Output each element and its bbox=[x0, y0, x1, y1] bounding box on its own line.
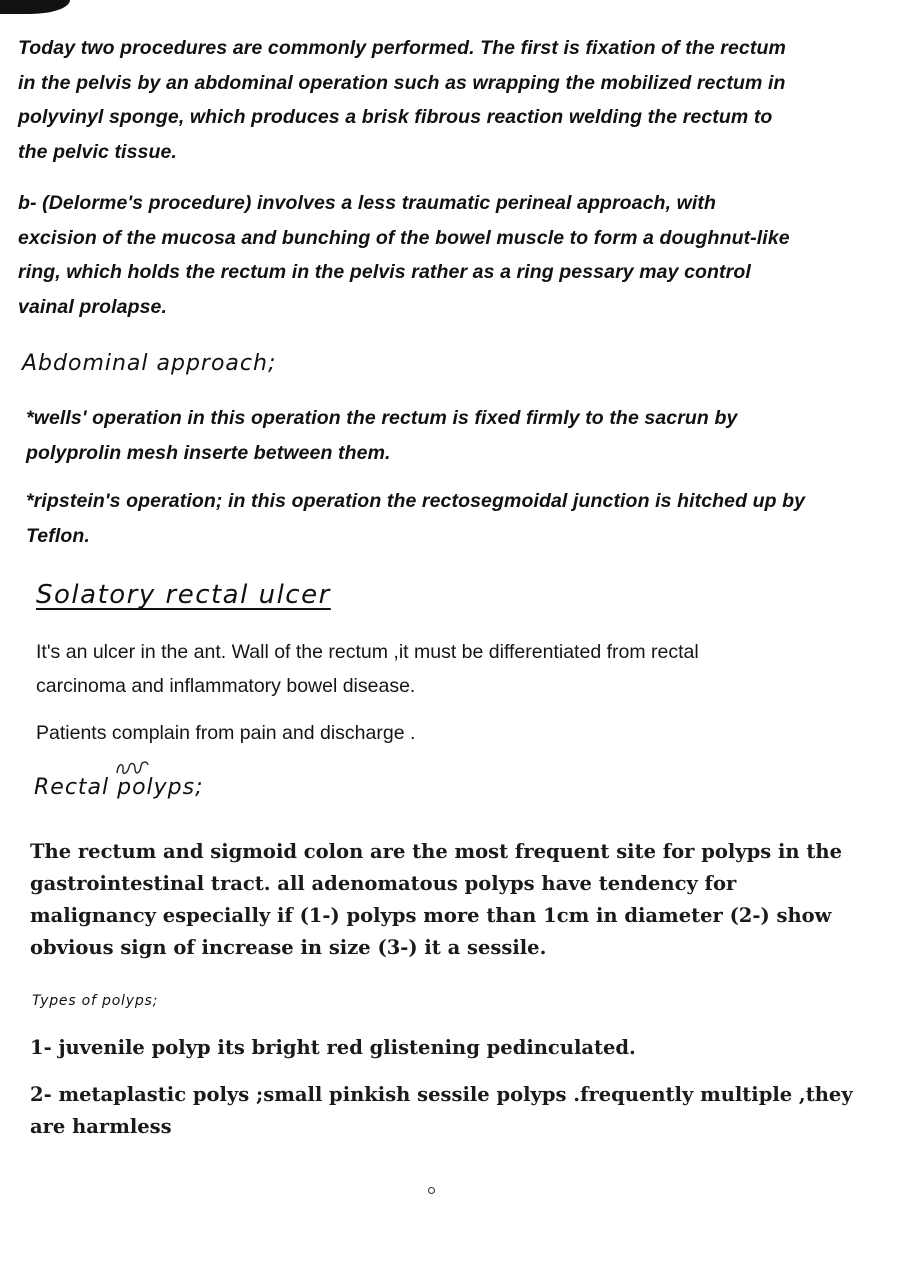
text-line: are harmless bbox=[30, 1115, 172, 1138]
text-line: polyvinyl sponge, which produces a brisk fibrous reaction welding the rectum to bbox=[18, 106, 773, 128]
text-line: ring, which holds the rectum in the pelvis rather as a ring pessary may control bbox=[18, 261, 751, 283]
text-line: It's an ulcer in the ant. Wall of the rectum ,it must be differentiated from rectal bbox=[36, 641, 699, 663]
solitary-ulcer-heading: Solatory rectal ulcer bbox=[36, 580, 331, 610]
text-line: carcinoma and inflammatory bowel disease. bbox=[36, 675, 416, 697]
text-line: Teflon. bbox=[26, 524, 90, 547]
paragraph-wells bbox=[26, 401, 737, 470]
paragraph-ripstein bbox=[26, 484, 805, 553]
paragraph-ulcer-symptoms: Patients complain from pain and discharge . bbox=[36, 722, 416, 744]
paragraph-fixation bbox=[18, 31, 786, 169]
text-line: The rectum and sigmoid colon are the most frequent site for polyps in the bbox=[30, 840, 842, 863]
text-line: excision of the mucosa and bunching of the bowel muscle to form a doughnut-like bbox=[18, 226, 790, 249]
text-line: *wells' operation in this operation the rectum is fixed firmly to the sacrun by bbox=[26, 407, 738, 429]
text-line: gastrointestinal tract. all adenomatous polyps have tendency for bbox=[30, 872, 737, 895]
scan-corner-mark bbox=[0, 0, 70, 14]
text-line: polyprolin mesh inserte between them. bbox=[26, 441, 391, 464]
text-line: the pelvic tissue. bbox=[18, 140, 177, 163]
text-line: in the pelvis by an abdominal operation such as wrapping the mobilized rectum in bbox=[18, 71, 786, 94]
text-line: *ripstein's operation; in this operation the rectosegmoidal junction is hitched up by bbox=[26, 490, 806, 512]
text-line: malignancy especially if (1-) polyps more than 1cm in diameter (2-) show bbox=[30, 904, 832, 927]
stray-dot-mark bbox=[428, 1187, 435, 1194]
abdominal-approach-heading: Abdominal approach; bbox=[22, 351, 277, 376]
rectal-polyps-heading: Rectal polyps; bbox=[34, 775, 204, 800]
paragraph-delorme bbox=[18, 186, 790, 324]
list-item-juvenile: 1- juvenile polyp its bright red glistening pedinculated. bbox=[30, 1036, 636, 1059]
paragraph-ulcer-definition bbox=[36, 635, 699, 703]
text-line: obvious sign of increase in size (3-) it a sessile. bbox=[30, 936, 547, 959]
text-line: Today two procedures are commonly performed. The first is fixation of the rectum bbox=[18, 37, 786, 59]
polyp-types-heading: Types of polyps; bbox=[32, 993, 159, 1009]
paragraph-polyps-intro bbox=[30, 836, 842, 964]
list-item-metaplastic bbox=[30, 1079, 853, 1143]
text-line: vainal prolapse. bbox=[18, 295, 167, 318]
text-line: b- (Delorme's procedure) involves a less traumatic perineal approach, with bbox=[18, 192, 716, 214]
text-line: 2- metaplastic polys ;small pinkish sessile polyps .frequently multiple ,they bbox=[30, 1083, 853, 1106]
